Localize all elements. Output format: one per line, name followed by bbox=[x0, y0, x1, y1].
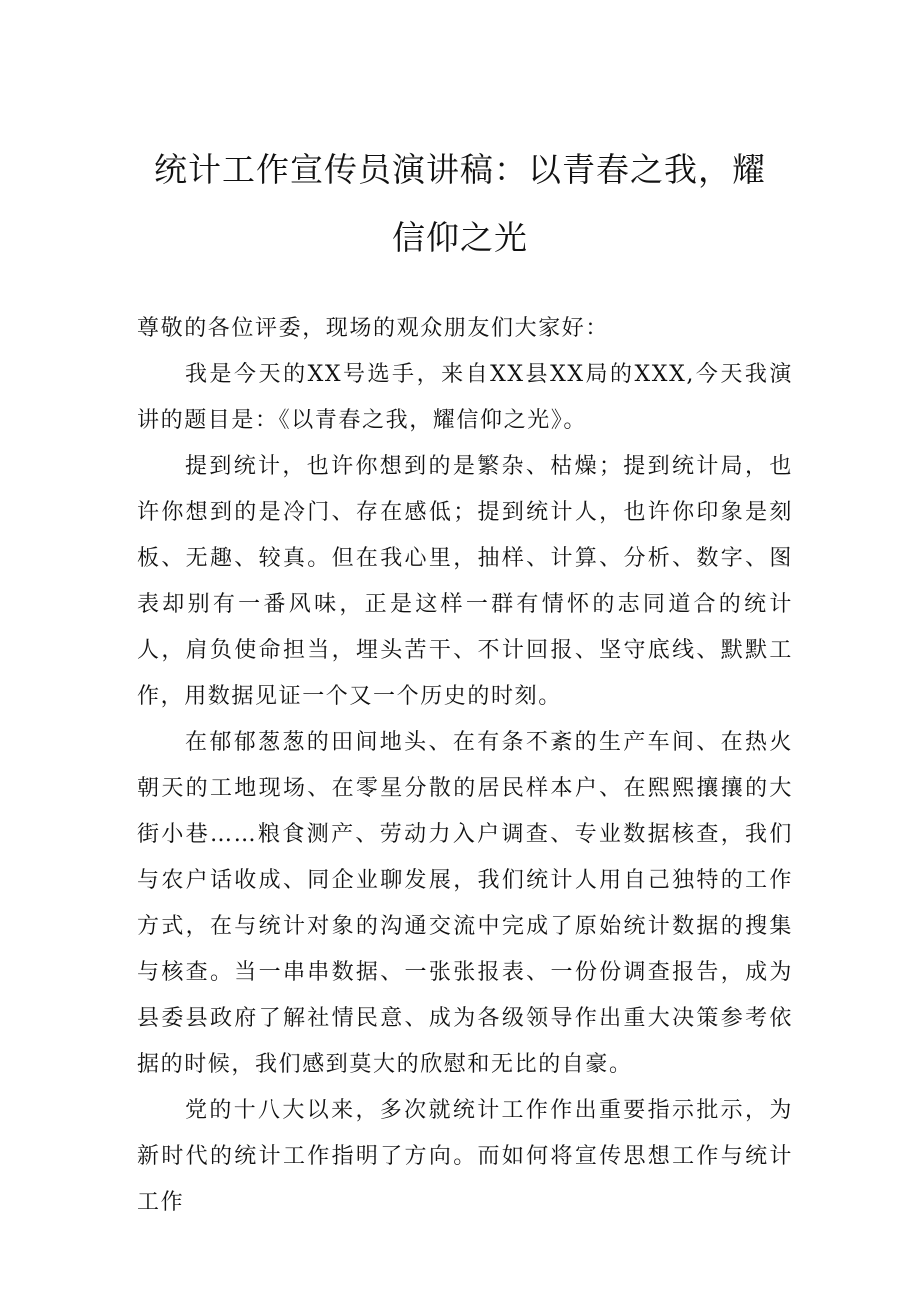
document-title-line-1: 统计工作宣传员演讲稿：以青春之我，耀 bbox=[154, 150, 766, 189]
document-title-line-2: 信仰之光 bbox=[392, 218, 528, 257]
paragraph-about-statistics: 提到统计，也许你想到的是繁杂、枯燥；提到统计局，也许你想到的是冷门、存在感低；提到统计人，也许你印象是刻板、无趣、较真。但在我心里，抽样、计算、分析、数字、图表却别有一番风味，正是这样一群有情怀的志同道合的统计人，肩负使命担当，埋头苦干、不计回报、坚守底线、默默工作，用数据见证一个又一个历史的时刻。 bbox=[137, 454, 793, 709]
document-body bbox=[137, 306, 793, 1226]
greeting-paragraph: 尊敬的各位评委，现场的观众朋友们大家好： bbox=[137, 316, 610, 341]
paragraph-field-work: 在郁郁葱葱的田间地头、在有条不紊的生产车间、在热火朝天的工地现场、在零星分散的居民样本户、在熙熙攘攘的大街小巷……粮食测产、劳动力入户调查、专业数据核查，我们与农户话收成、同企业聊发展，我们统计人用自己独特的工作方式，在与统计对象的沟通交流中完成了原始统计数据的搜集与核查。当一串串数据、一张张报表、一份份调查报告，成为县委县政府了解社情民意、成为各级领导作出重大决策参考依据的时候，我们感到莫大的欣慰和无比的自豪。 bbox=[137, 730, 793, 1077]
paragraph-party-congress: 党的十八大以来，多次就统计工作作出重要指示批示，为新时代的统计工作指明了方向。而如何将宣传思想工作与统计工作 bbox=[137, 1098, 793, 1215]
paragraph-introduction: 我是今天的XX号选手，来自XX县XX局的XXX,今天我演讲的题目是：《以青春之我，耀信仰之光》。 bbox=[137, 362, 793, 433]
